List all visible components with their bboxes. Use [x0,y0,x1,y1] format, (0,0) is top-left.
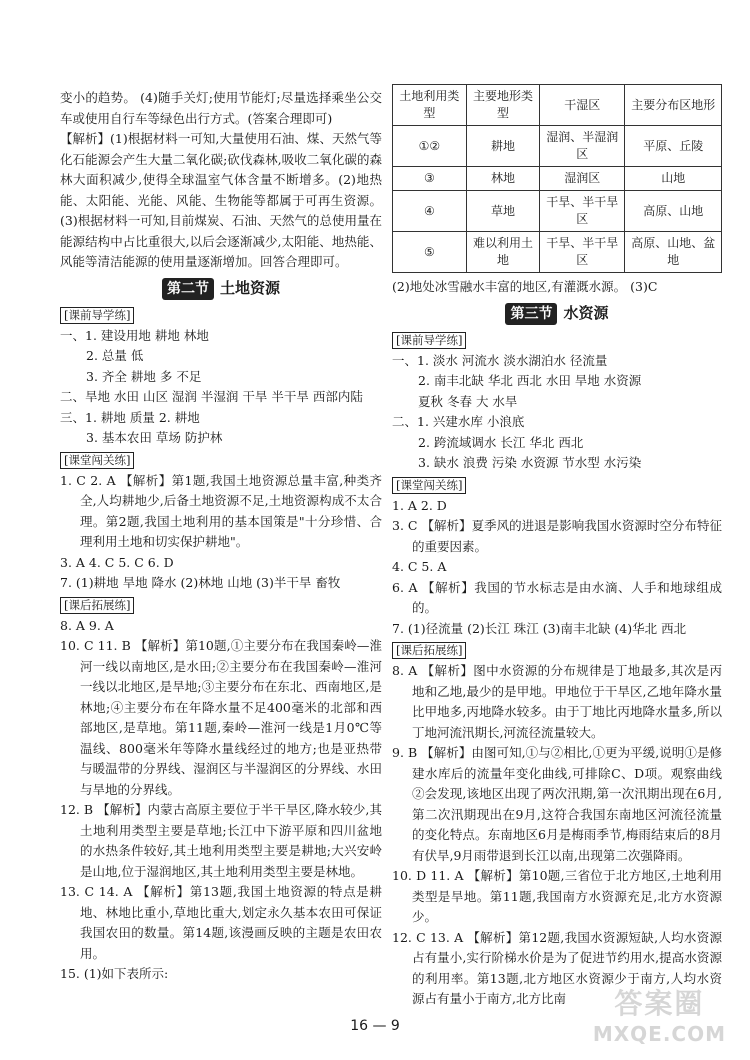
watermark-text: 答案圈 [614,987,705,1020]
page-number: 16 — 9 [350,1018,400,1034]
answer-line: 1. C 2. A 【解析】第1题,我国土地资源总量丰富,种类齐全,人均耕地少,后备土地资源不足,土地资源构成不太合理。第2题,我国土地利用的基本国策是"十分珍惜、合理利用土地和切实保护耕地"。 [60,472,382,549]
section-heading-land [60,277,382,300]
left-column [60,88,382,985]
table-cell: 平原、丘陵 [625,126,722,167]
answer-line: 15. (1)如下表所示: [60,966,169,981]
answer-line: 一、1. 建设用地 耕地 林地 [60,327,209,343]
pre-class-tag: [课前导学练] [392,332,466,349]
table-cell: 湿润区 [540,167,625,191]
table-header-cell: 主要分布区地形 [625,85,722,126]
table-cell: 高原、山地 [625,191,722,232]
answer-line: 二、旱地 水田 山区 湿润 半湿润 干旱 半干旱 西部内陆 [60,389,363,404]
table-cell: 干旱、半干旱区 [540,232,625,273]
top-edge-fade [0,0,750,14]
table-cell: ④ [393,191,467,232]
answer-line: 3. 缺水 浪费 污染 水资源 节水型 水污染 [418,455,642,470]
answer-line: 6. A 【解析】我国的节水标志是由水滴、人手和地球组成的。 [392,579,722,615]
answer-line: 10. C 11. B 【解析】第10题,①主要分布在我国秦岭—淮河一线以南地区,是水田;②主要分布在我国秦岭—淮河一线以北地区,是旱地;③主要分布在东北、西南地区,是林地;④主要分布在年降水量不足400毫米的北部和西部地区,是草地。第11题,秦岭—淮河一线是1月0℃等温线、800毫米年等降水量线经过的地方;也是亚热带与暖温带的分界线、湿润区与半湿润区的分界线、水田与旱地的分界线。 [60,638,382,797]
table-cell: ⑤ [393,232,467,273]
answer-line: 7. (1)耕地 旱地 降水 (2)林地 山地 (3)半干旱 畜牧 [60,575,341,590]
answer-line: 2. 南丰北缺 华北 西北 水田 旱地 水资源 [418,373,642,388]
table-cell: 林地 [466,167,539,191]
after-class-tag: [课后拓展练] [60,597,134,614]
answer-line: 三、1. 耕地 质量 2. 耕地 [60,409,200,425]
answer-line: 夏秋 冬春 大 水旱 [418,393,518,409]
watermark-logo [593,982,726,1046]
answer-line: 3. C 【解析】夏季风的进退是影响我国水资源时空分布特征的重要因素。 [392,518,722,554]
table-header-cell: 土地利用类型 [393,85,467,126]
table-cell: 山地 [625,167,722,191]
answer-line: 8. A 9. A [60,617,114,633]
in-class-tag: [课堂闯关练] [392,477,466,494]
answer-line: (2)地处冰雪融水丰富的地区,有灌溉水源。 (3)C [392,279,658,294]
table-header-row [393,85,722,126]
section-badge: 第二节 [162,278,214,300]
table-cell: 草地 [466,191,539,232]
answer-line: 4. C 5. A [392,559,447,574]
table-row [393,167,722,191]
section-title: 水资源 [563,303,609,322]
answer-line: 12. C 13. A 【解析】第12题,我国水资源短缺,人均水资源占有量小,实行阶梯水价是为了促进节约用水,提高水资源的利用率。第13题,北方地区水资源少于南方,人均水资源占有量小于南方,北方比南 [392,929,722,1006]
watermark-url: MXQE.COM [592,1022,726,1046]
answer-line: 二、1. 兴建水库 小浪底 [392,414,525,429]
table-header-cell: 主要地形类型 [466,85,539,126]
answer-line: 7. (1)径流量 (2)长江 珠江 (3)南丰北缺 (4)华北 西北 [392,620,687,636]
section-title: 土地资源 [219,278,280,297]
answer-line: 12. B 【解析】内蒙古高原主要位于半干旱区,降水较少,其土地利用类型主要是草地;长江中下游平原和四川盆地的水热条件较好,其土地利用类型主要是耕地;大兴安岭是山地,位于湿润地区,其土地利用类型主要是林地。 [60,802,382,879]
answer-line: 2. 总量 低 [86,348,144,363]
table-cell: 耕地 [466,126,539,167]
table-row [393,126,722,167]
table-cell: ①② [393,126,467,167]
left-analysis: 【解析】(1)根据材料一可知,大量使用石油、煤、天然气等化石能源会产生大量二氧化碳;砍伐森林,吸收二氧化碳的森林大面积减少,使得全球温室气体含量不断增多。(2)地热能、太阳能、光能、风能、生物能等都属于可再生资源。(3)根据材料一可知,目前煤炭、石油、天然气的总使用量在能源结构中占比重很大,以后会逐渐减少,太阳能、地热能、风能等清洁能源的使用量逐渐增加。回答合理即可。 [60,131,382,269]
section-heading-water [392,302,722,325]
answer-line: 10. D 11. A 【解析】第10题,三省位于北方地区,土地利用类型是旱地。第11题,我国南方水资源充足,北方水资源少。 [392,868,722,924]
table-row [393,191,722,232]
answer-line: 3. 齐全 耕地 多 不足 [86,368,202,384]
answer-line: 9. B 【解析】由图可知,①与②相比,①更为平缓,说明①是修建水库后的流量年变化曲线,可排除C、D项。观察曲线②会发现,该地区出现了两次汛期,第一次汛期出现在6月,第二次汛期现出在9月,这符合我国东南地区河流径流量的变化特点。东南地区6月是梅雨季节,梅雨结束后的8月有伏旱,9月雨带退到长江以南,出现第二次强降雨。 [392,745,722,863]
table-cell: 干旱、半干旱区 [540,191,625,232]
land-use-table [392,84,722,273]
table-cell: 湿润、半湿润区 [540,126,625,167]
table-cell: 高原、山地、盆地 [625,232,722,273]
table-header-cell: 干湿区 [540,85,625,126]
answer-line: 8. A 【解析】图中水资源的分布规律是丁地最多,其次是丙地和乙地,最少的是甲地。甲地位于干旱区,乙地年降水量比甲地多,丙地降水较多。由于丁地比丙地降水量多,所以丁地河流汛期长,河流径流量较大。 [392,663,722,740]
in-class-tag: [课堂闯关练] [60,452,134,469]
pre-class-tag: [课前导学练] [60,307,134,324]
answer-line: 一、1. 淡水 河流水 淡水湖泊水 径流量 [392,352,608,368]
answer-line: 1. A 2. D [392,497,447,513]
answer-line: 3. A 4. C 5. C 6. D [60,554,174,570]
table-cell: 难以利用土地 [466,232,539,273]
after-class-tag: [课后拓展练] [392,642,466,659]
section-badge: 第三节 [505,303,557,325]
answer-line: 3. 基本农田 草场 防护林 [86,430,223,445]
table-row [393,232,722,273]
right-column [392,84,722,1010]
left-continuation: 变小的趋势。 (4)随手关灯;使用节能灯;尽量选择乘坐公交车或使用自行车等绿色出行方式。(答案合理即可) [60,90,382,126]
answer-line: 13. C 14. A 【解析】第13题,我国土地资源的特点是耕地、林地比重小,草地比重大,划定永久基本农田可保证我国农田的数量。第14题,该漫画反映的主题是农田农用。 [60,884,382,961]
table-cell: ③ [393,167,467,191]
answer-line: 2. 跨流域调水 长江 华北 西北 [418,434,584,450]
